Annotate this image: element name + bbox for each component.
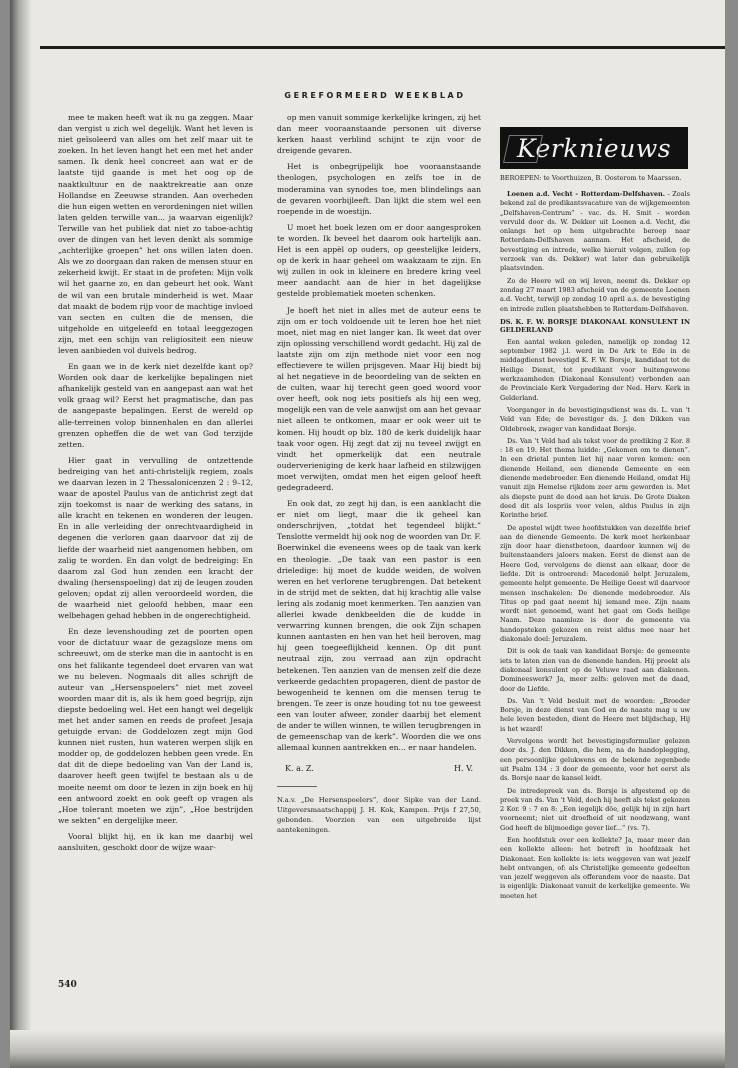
banner-ornament-icon (503, 135, 543, 163)
top-rule (40, 46, 725, 49)
paragraph: U moet het boek lezen om er door aangesproken te worden. Ik beveel het daarom ook hartelijk aan. Het is een appèl op ouders, op geestelijke leiders, op de kerk in haar geheel om waakzaam te zijn. En wij zullen in ook in kleinere en bredere kring veel meer aandacht aan de hier in het dagelijkse gestelde problematiek moeten schenken. (277, 222, 481, 299)
signature-right: H. V. (454, 764, 473, 774)
newspaper-page (10, 0, 725, 1068)
paragraph: Dit is ook de taak van kandidaat Borsje: de gemeente iets te laten zien van de dienende handen. Hij preekt als diakonaal konsulent op de Veluwe raad aan diakenen. Domineeswerk? Ja, meer zelfs: geloven met de daad, door de Liefde. (500, 647, 690, 693)
page-binding-shadow (10, 0, 32, 1068)
column-1 (58, 112, 253, 858)
paragraph: Vervolgens wordt het bevestigingsformulier gelezen door ds. J. den Dikken, die hem, na de handoplegging, een persoonlijke gelukwens en de bekende zegenbede uit Psalm 134 : 3 door de gemeente, voor het eerst als ds. Borsje naar de kansel leidt. (500, 737, 690, 783)
signature-line (277, 763, 481, 774)
banner-title: Kerknieuws (516, 133, 672, 163)
paragraph: De apostel wijdt twee hoofdstukken van dezelfde brief aan de dienende Gemeente. De kerk moet herkenbaar zijn door haar dienstbetoon, daardoor kunnen wij de buitenstaanders jaloers maken. Eerst de dienst aan de Heere God, vervolgens de dienst aan elkaar, door de liefde. Dit is ontroerend: Macedonië helpt Jeruzalem, gemeente helpt gemeente. De Heilige Geest wil daarvoor mensen inschakelen: De dienende medebroeder. Als Titus op pad gaat neemt hij iemand mee. Zijn naam wordt niet genoemd, want het gaat om Gods heilige Naam. Deze naamloze is door de gemeente via handopsteken gekozen en reist aldus mee naar het diakonale doel: Jeruzalem. (500, 523, 690, 644)
signature-left: K. a. Z. (285, 764, 314, 774)
kerknieuws-banner (500, 127, 688, 169)
paragraph: En gaan we in de kerk niet dezelfde kant op? Worden ook daar de kerkelijke bepalingen niet afhankelijk gesteld van en aangepast aan wat het volk graag wil? Eerst het pragmatische, dan pas de aangepaste bepalingen. Eerst de wereld op alle-terreinen volop binnenhalen en dan allerlei grenzen opheffen die de wet van God terzijde zetten. (58, 362, 253, 449)
paragraph: Zo de Heere wil en wij leven, neemt ds. Dekker op zondag 27 maart 1983 afscheid van de gemeente Loenen a.d. Vecht, terwijl op zondag 10 april a.s. de bevestiging en intrede zullen plaatshebben te Rotterdam-Delfshaven. (500, 276, 690, 313)
paragraph: op men vanuit sommige kerkelijke kringen, zij het dan meer vooraanstaande personen uit diverse kerken haast verblind schijnt te zijn voor de dreigende gevaren. (277, 113, 481, 156)
section-heading: DS. K. F. W. BORSJE DIAKONAAL KONSULENT IN GELDERLAND (500, 317, 690, 335)
paragraph: Voorganger in de bevestigingsdienst was ds. L. van 't Veld van Ede; de bevestiger ds. J. den Dikken van Oldebroek, zwager van kandidaat Borsje. (500, 405, 690, 433)
news-item-loenen (500, 190, 690, 274)
paragraph: Hier gaat in vervulling de ontzettende bedreiging van het anti-christelijk regiem, zoals we daarvan lezen in 2 Thessalonicenzen 2 : 9–12, waar de apostel Paulus van de antichrist zegt dat zijn toekomst is naar de werking des satans, in alle kracht en tekenen en wonderen der leugen. En in alle verleiding der onrechtvaardigheid in degenen die verloren gaan daarvoor dat zij de liefde der waarheid niet aangenomen hebben, om zalig te worden. En dan volgt de bedreiging: En daarom zal God hun zenden een kracht der dwaling (hersenspoeling) dat zij de leugen zouden geloven; opdat zij allen veroordeeld worden, die de waarheid niet geloofd hebben, maar een welbehagen gehad hebben in de ongerechtigheid. (58, 455, 253, 621)
paragraph: Je hoeft het niet in alles met de auteur eens te zijn om er toch voldoende uit te leren hoe het niet moet, niet mag en niet langer kan. Ik weet dat over zijn oplossing verschillend wordt gedacht. Hij zal de laatste zijn om zijn methode niet voor een nog effectievere te willen prijsgeven. Maar Hij biedt bij al het negatieve in de beoordeling van de sekten en de culten, waar hij terecht geen goed woord voor over heeft, ook nog iets positiefs als hij een weg, mogelijk een van de vele aanwijst om aan het gevaar niet alleen te ontkomen, maar er ook weer uit te komen. Hij houdt op blz. 180 de kerk duidelijk haar taak voor ogen. Hij zegt dat zij nu teveel zwijgt en vindt het opmerkelijk dat een neutrale ouderverieniging de kerk haar lafheid en stilzwijgen moet verwijten, omdat men het eigen geloof heeft gedegradeerd. (277, 305, 481, 492)
page-bottom-shadow (10, 1030, 725, 1068)
paragraph: Ds. Van 't Veld had als tekst voor de prediking 2 Kor. 8 : 18 en 19. Het thema luidde: „Gekomen om te dienen”. In een drietal punten liet hij naar voren komen: een dienende Heiland, een dienende Gemeente en een dienende medebroeder. Een dienende Heiland, omdat Hij vanuit zijn Hemelse rijkdom zeer arm geworden is. Met als diepste punt de dood aan het kruis. De Grote Diaken deed dit als lospriis voor velen, aldus Paulus in zijn Korinthe brief. (500, 436, 690, 520)
paragraph: Een aantal weken geleden, namelijk op zondag 12 september 1982 j.l. werd in De Ark te Ede in de middagdienst bevestigd K. F. W. Borsje, kandidaat tot de Heilige Dienst, tot predikant voor buitengewone werkzaamheden (Diakonaal Konsulent) verbonden aan de Provinciale Kerk Vergadering der Ned. Herv. Kerk in Gelderland. (500, 337, 690, 402)
column-2 (277, 112, 481, 840)
paragraph: En ook dat, zo zegt hij dan, is een aanklacht die er niet om liegt, maar die ik geheel kan onderschrijven, „totdat het tegendeel blijkt.” Tenslotte vermeldt hij ook nog de woorden van Dr. F. Boerwinkel die eveneens wees op de taak van kerk en theologie. „De taak van een pastor is een drieledige: hij moet de kudde weiden, de wolven weren en het verlorene terugbrengen. Dat betekent in de strijd met de sekten, dat hij krachtig alle valse lering als zodanig moet kenmerken. Ten aanzien van allerlei kwade denkbeelden die de kudde in verwarring kunnen brengen, die ook Zijn schapen kunnen aantasten en hen van het heil beroven, mag hij geen toegeeflijkheid kennen. Op dit punt neutraal zijn, zou verraad aan zijn opdracht betekenen. Ten aanzien van de mensen zelf die deze verkeerde gedachten propageren, dient de pastor de bewogenheid te kennen om die mensen terug te brengen. Te zeer is onze houding tot nu toe geweest een van louter afweer, zonder daarbij het element de ander te willen winnen, te willen terugbrengen in de gemeenschap van de kerk”. Woorden die we ons allemaal kunnen aantrekken en... er naar handelen. (277, 499, 482, 753)
paragraph: De intredepreek van ds. Borsje is afgestemd op de preek van ds. Van 't Veld, doch hij heeft als tekst gekozen 2 Kor. 9 : 7 en 8: „Een iegelijk döe, gelijk hij in zijn hart voorneemt; niet uit droefheid of uit noodzwang, want God heeft de blijmoedige gever lief...” (vs. 7). (500, 786, 690, 832)
page-number: 540 (58, 980, 77, 990)
footnote-rule (277, 786, 317, 787)
paragraph: mee te maken heeft wat ik nu ga zeggen. Maar dan vergist u zich wel degelijk. Want het leven is niet geïsoleerd van alles om het zelf maar uit te zoeken. In het leven hangt het een met het ander samen. Ik denk heel concreet aan wat er de laatste tijd gaande is met het oog op de naaktkultuur en de naaktrekreatie aan onze Hollandse en Zeeuwse stranden. Aan overheden die hun eigen wetten en verordeningen niet willen laten gelden terwille van... ja waarvan eigenlijk? Terwille van het publiek dat niet zo taboe-achtig over de dingen van het leven denkt als sommige „achterlijke groepen” het ons willen laten doen. Als we zo doorgaan dan raken de mensen stuur en zekerheid kwijt. Er staat in de profeten: Mijn volk wil het gaarne zo, en dan gebeurt het ook. Want de wil van een brutale minderheid is wet. Maar dat maakt de bodem rijp voor de machtige invloed van secten en culten die de mensen, die uitgeholde en uitgeleefd en totaal leeggezogen zijn, met een schijn van religiositeit een nieuw leven aanbieden vol duivels bedrog. (58, 113, 253, 355)
paragraph: Ds. Van 't Veld besluit met de woorden: „Broeder Borsje, in deze dienst van God en de naaste mag u uw hele leven besteden, dient de Heere met blijdschap, Hij is het wzard! (500, 696, 690, 733)
paragraph: Een hoofdstuk over een kollekte? Ja, maar meer dan een kollekte alleen: het betreft in hoofdzaak het Diakonaat. Een kollekte is: iets weggeven van wat jezelf hebt ontvangen, of: als Christelijke gemeente gedeelten van jezelf weggeven als offerandem voor de naaste. Dat is eigenlijk: Diakonaat vanuit de kerkelijke gemeente. We moeten het (500, 836, 690, 900)
news-body: - Zoals bekend zal de predikantsvacature van de wijkgemeenten „Delfshaven-Centrum” - vac. ds. H. Smit - worden vervuld door ds. W. Dekker uit Loenen a.d. Vecht, die onlangs het op hem uitgebrachte beroep naar Rotterdam-Delfshaven aannam. Het afscheid, de bevestiging en intrede, welke hieruit volgen, zullen (op verzoek van ds. Dekker) wat later dan gebruikelijk plaatsvinden. (500, 190, 690, 273)
book-note: N.a.v. „De Hersenspoelers”, door Sipke van der Land. Uitgeversmaatschappij J. H. Kok, Kampen. Prijs f 27,50, gebonden. Voorzien van een uitgebreide lijst aantekeningen. (277, 796, 481, 835)
running-header: GEREFORMEERD WEEKBLAD (284, 91, 466, 100)
paragraph: Het is onbegrijpelijk hoe vooraanstaande theologen, psychologen en zelfs toe in de moderamina van synodes toe, men blindelings aan de gevaren voorbijleeft. Dan lijkt die stem wel een roepende in de woestijn. (277, 162, 481, 216)
beroepen-line: BEROEPEN: te Voorthuizen, B. Oosterom te Maarssen. (500, 174, 682, 182)
paragraph: Vooral blijkt hij, en ik kan me daarbij wel aansluiten, geschokt door de wijze waar- (58, 831, 253, 852)
news-lead: Loenen a.d. Vecht - Rotterdam-Delfshaven. (507, 190, 665, 198)
paragraph: En deze levenshouding zet de poorten open voor de dictatuur waar de gezagsloze mens om schreeuwt, om de sterke man die in aantocht is en ons het falikante tegendeel doet ervaren van wat we nu beleven. Nogmaals dit alles schrijft de auteur van „Hersenspoelers” niet met zoveel woorden maar dit is, als ik hem goed begrijp, zijn diepste bedoeling wel. Het een hangt wel degelijk met het ander samen en reeds de profeet Jesaja getuigde ervan: de Goddelozen zegt mijn God kunnen niet rusten, hun wateren werpen slijk en modder op, de goddelozen hebben geen vrede. En dat dit de diepe bedoeling van Van der Land is, daarover heeft geen twijfel te bestaan als u de moeite neemt om door te lezen in zijn boek en hij een antwoord zoekt en ook geeft op vragen als „Hoe tolerant moeten we zijn”, „Hoe bestrijden we sekten” en dergelijke meer. (58, 627, 253, 825)
column-3 (500, 190, 690, 904)
